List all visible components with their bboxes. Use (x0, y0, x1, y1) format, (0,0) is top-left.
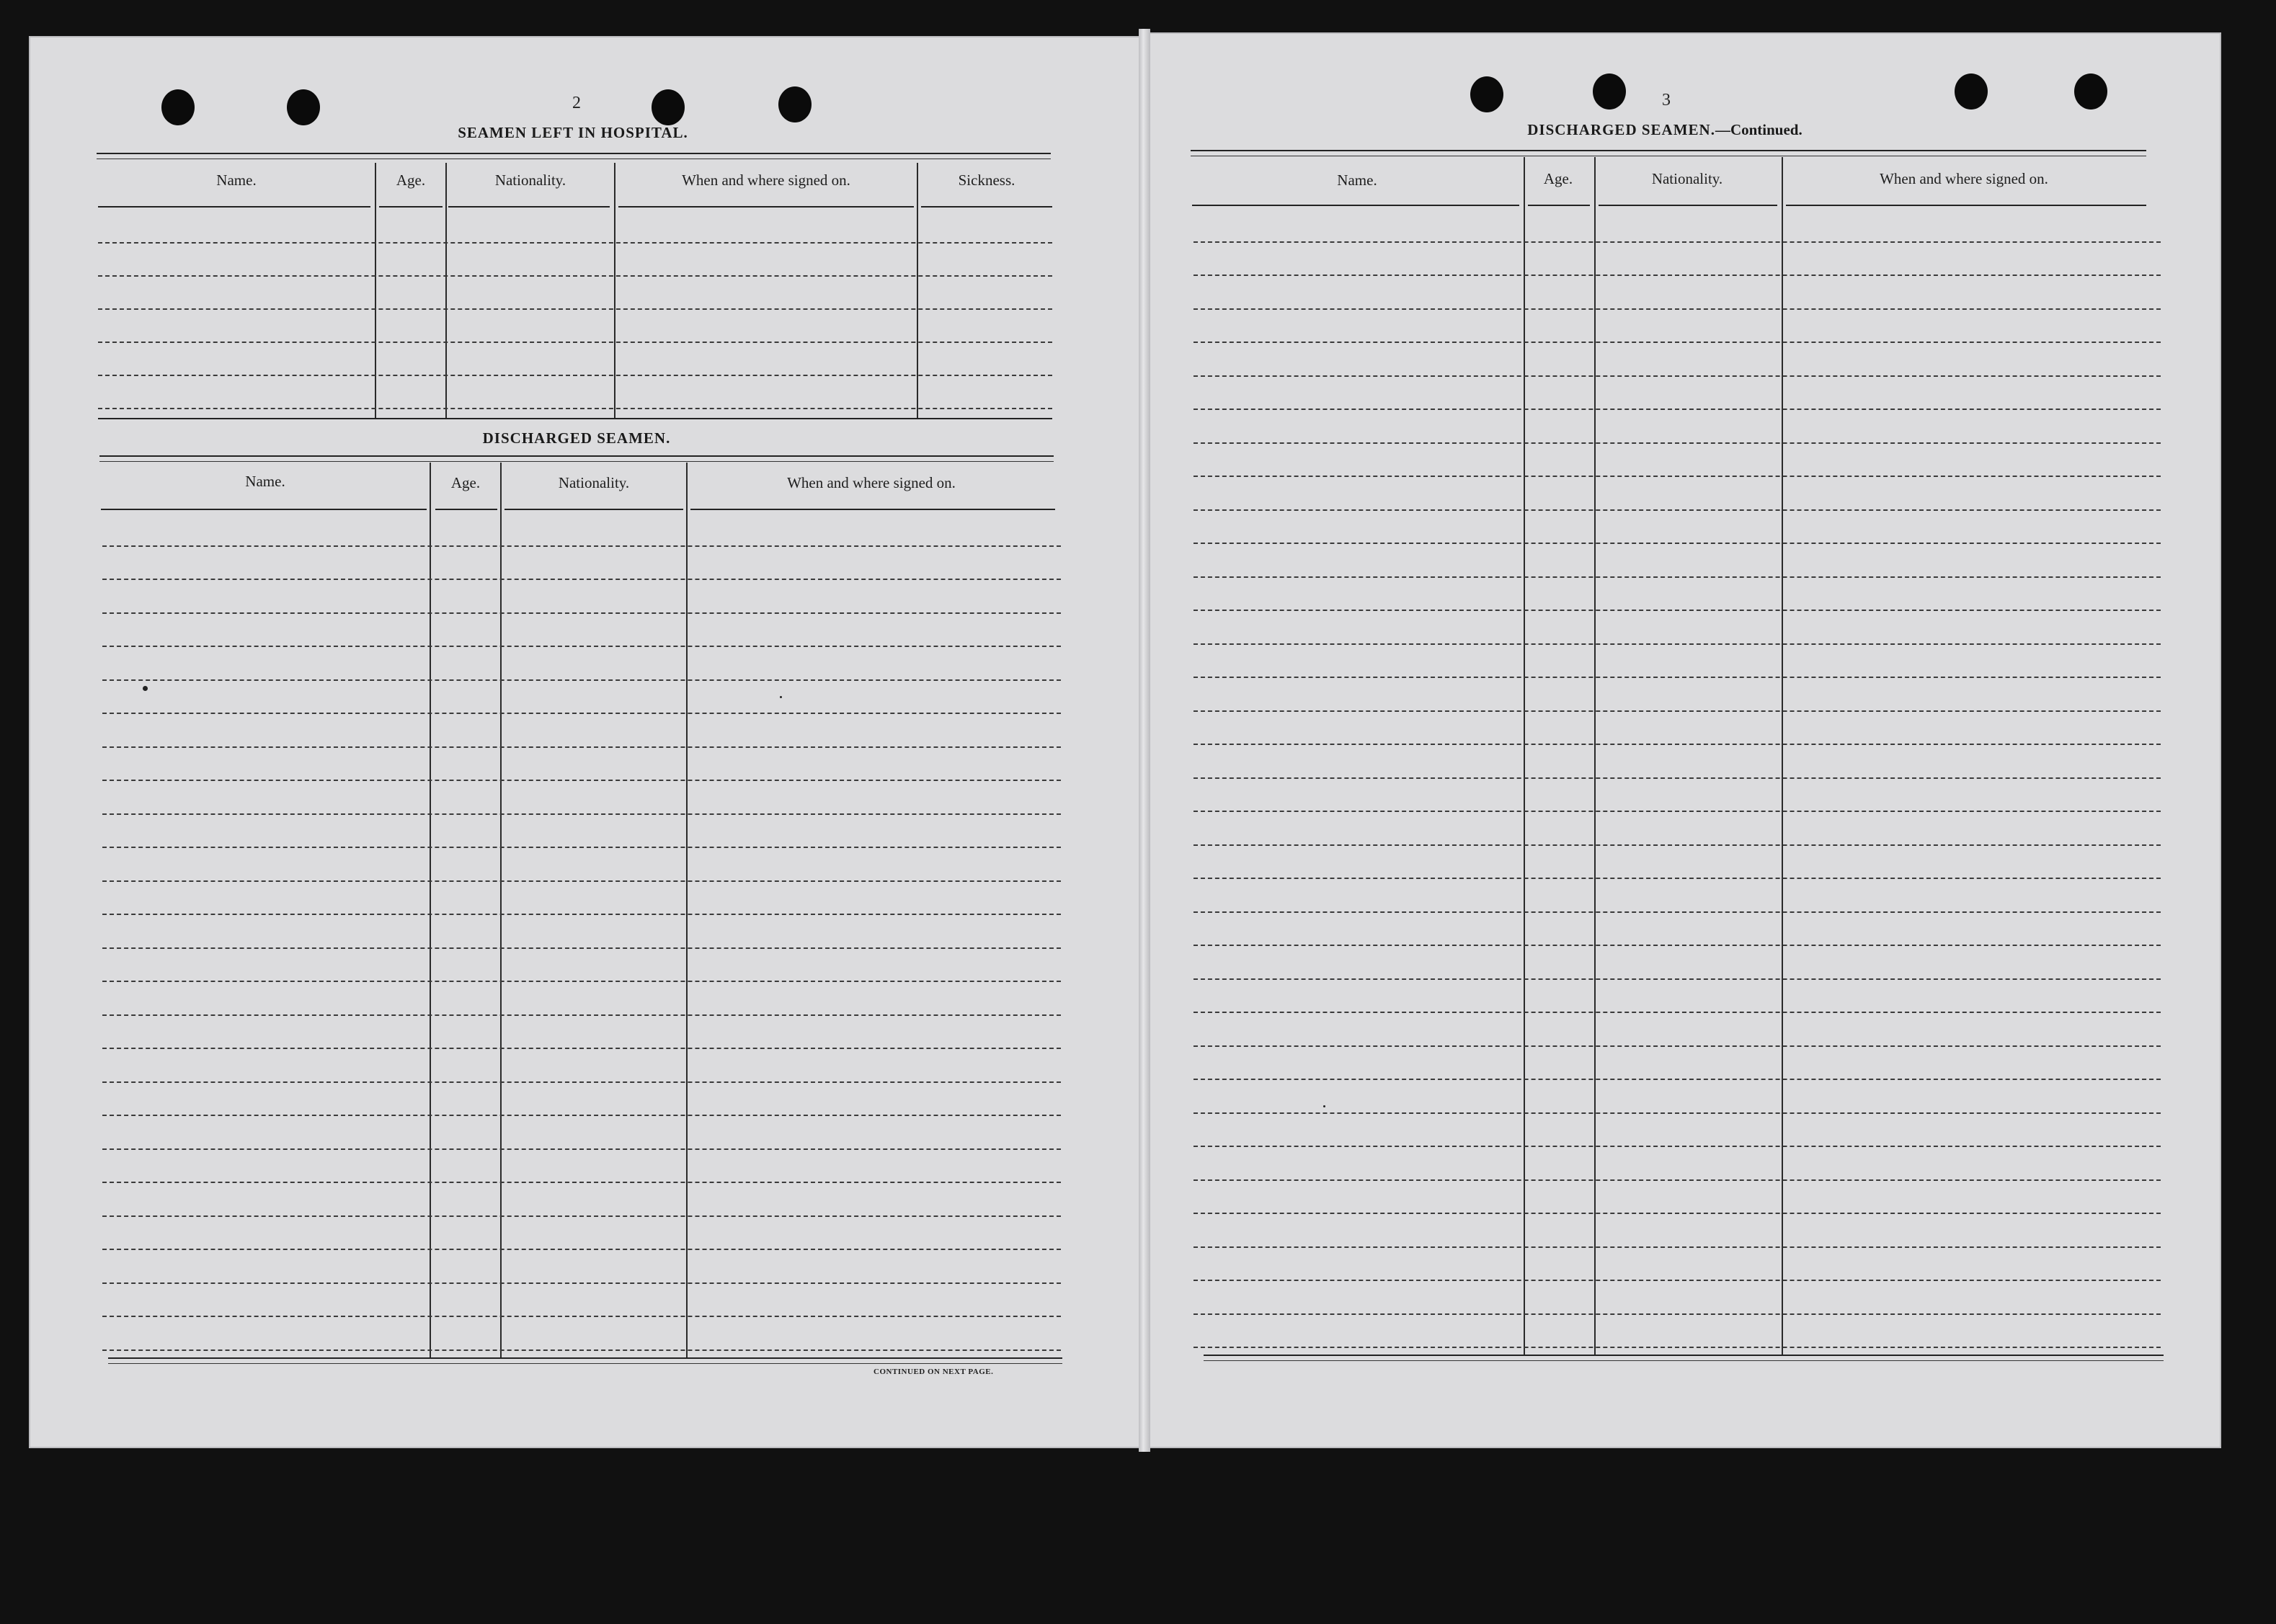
continued-header-underline (1786, 205, 2146, 206)
punch-hole (652, 89, 685, 125)
table-row (1193, 476, 2161, 477)
table-row (1193, 1079, 2161, 1080)
discharged-continued-rows (1193, 208, 2161, 1356)
discharged-continued-title-rule (1191, 150, 2146, 156)
scan-speck (780, 696, 782, 698)
hospital-header-underline (98, 206, 370, 208)
table-row (1193, 342, 2161, 343)
hospital-title-rule (97, 153, 1051, 159)
hospital-header-underline (448, 206, 610, 208)
punch-hole (778, 86, 812, 122)
table-row (1193, 777, 2161, 779)
table-row (102, 1249, 1061, 1250)
table-row (102, 914, 1061, 915)
discharged-col-age: Age. (450, 474, 481, 491)
continued-header-underline (1192, 205, 1519, 206)
table-row (102, 847, 1061, 848)
table-row (102, 1081, 1061, 1083)
hospital-header-underline (379, 206, 443, 208)
table-row (98, 408, 1052, 409)
discharged-continued-title (1485, 121, 1845, 139)
table-row (1193, 610, 2161, 611)
table-row (1193, 978, 2161, 980)
table-row (1193, 1045, 2161, 1047)
discharged-header-underline (504, 509, 683, 510)
table-row (1193, 409, 2161, 410)
discharged-header-underline (435, 509, 497, 510)
table-row (102, 780, 1061, 781)
table-row (102, 1282, 1061, 1284)
punch-hole (1955, 73, 1988, 110)
continued-col-name: Name. (1337, 171, 1377, 189)
hospital-section-title: SEAMEN LEFT IN HOSPITAL. (458, 124, 688, 141)
table-row (98, 242, 1052, 244)
table-row (98, 308, 1052, 310)
table-row (1193, 1313, 2161, 1315)
discharged-bottom-rule (108, 1357, 1062, 1364)
discharged-col-nationality: Nationality. (558, 474, 630, 491)
table-row (1193, 543, 2161, 544)
table-row (1193, 241, 2161, 243)
table-row (102, 579, 1061, 580)
hospital-col-signed-on: When and where signed on. (682, 171, 850, 189)
scan-speck (1323, 1105, 1325, 1107)
book-gutter (1139, 29, 1150, 1452)
table-row (102, 813, 1061, 815)
table-row (1193, 1146, 2161, 1147)
table-row (102, 746, 1061, 748)
table-row (1193, 878, 2161, 879)
table-row (1193, 811, 2161, 812)
table-row (102, 1048, 1061, 1049)
table-row (1193, 844, 2161, 846)
table-row (102, 1349, 1061, 1351)
punch-hole (1470, 76, 1503, 112)
table-row (1193, 643, 2161, 645)
table-row (102, 1215, 1061, 1217)
discharged-title-rule (99, 455, 1054, 462)
continued-col-signed-on: When and where signed on. (1880, 170, 2048, 187)
page-number: 2 (572, 94, 581, 112)
table-row (1193, 1112, 2161, 1114)
table-row (1193, 911, 2161, 913)
table-row (1193, 1179, 2161, 1181)
punch-hole (287, 89, 320, 125)
table-row (1193, 442, 2161, 444)
discharged-header-underline (101, 509, 427, 510)
discharged-continued-title-main: DISCHARGED SEAMEN. (1527, 121, 1715, 138)
table-row (1193, 1012, 2161, 1013)
table-row (1193, 509, 2161, 511)
table-row (98, 275, 1052, 277)
table-row (102, 1115, 1061, 1116)
table-row (102, 612, 1061, 614)
table-row (98, 342, 1052, 343)
discharged-col-signed-on: When and where signed on. (787, 474, 956, 491)
table-row (102, 1182, 1061, 1183)
table-row (1193, 710, 2161, 712)
hospital-rows (98, 209, 1052, 418)
table-row (1193, 677, 2161, 678)
table-row (102, 646, 1061, 647)
hospital-col-age: Age. (396, 171, 426, 189)
hospital-bottom-rule (98, 418, 1052, 419)
continued-footer: CONTINUED ON NEXT PAGE. (873, 1368, 994, 1376)
table-row (1193, 1280, 2161, 1281)
discharged-col-name: Name. (245, 473, 285, 490)
table-row (98, 375, 1052, 376)
table-row (1193, 375, 2161, 377)
continued-header-underline (1528, 205, 1590, 206)
table-row (102, 1014, 1061, 1016)
table-row (1193, 1213, 2161, 1214)
table-row (102, 545, 1061, 547)
page-number: 3 (1662, 91, 1671, 110)
table-row (102, 981, 1061, 982)
table-row (102, 679, 1061, 681)
table-row (1193, 308, 2161, 310)
scan-speck (143, 686, 148, 691)
hospital-header-underline (618, 206, 914, 208)
continued-col-age: Age. (1543, 170, 1573, 187)
continued-suffix: —Continued. (1715, 121, 1802, 138)
hospital-col-sickness: Sickness. (958, 171, 1015, 189)
table-row (102, 1316, 1061, 1317)
table-row (1193, 275, 2161, 276)
table-row (1193, 744, 2161, 745)
table-row (102, 947, 1061, 949)
table-row (102, 1148, 1061, 1150)
continued-bottom-rule (1204, 1355, 2164, 1361)
punch-hole (161, 89, 195, 125)
discharged-rows (102, 512, 1061, 1359)
table-row (1193, 1246, 2161, 1248)
punch-hole (1593, 73, 1626, 110)
table-row (1193, 576, 2161, 578)
table-row (1193, 1347, 2161, 1348)
discharged-header-underline (690, 509, 1055, 510)
continued-header-underline (1599, 205, 1777, 206)
hospital-header-underline (921, 206, 1052, 208)
discharged-section-title: DISCHARGED SEAMEN. (482, 429, 671, 447)
punch-hole (2074, 73, 2107, 110)
continued-col-nationality: Nationality. (1651, 170, 1723, 187)
hospital-col-name: Name. (216, 171, 257, 189)
hospital-col-nationality: Nationality. (494, 171, 566, 189)
table-row (102, 713, 1061, 714)
table-row (1193, 945, 2161, 946)
table-row (102, 880, 1061, 882)
